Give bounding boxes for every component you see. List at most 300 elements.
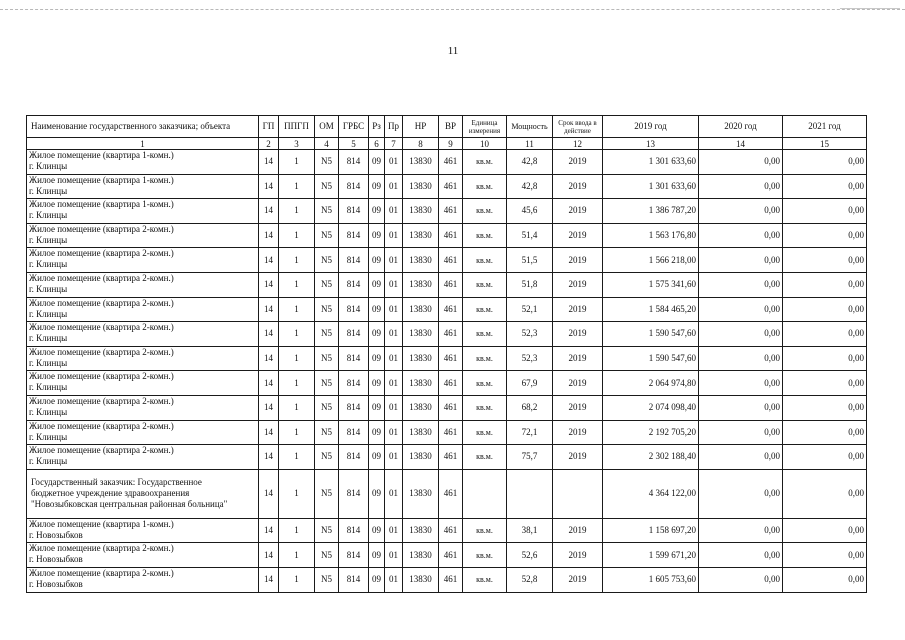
grbs-cell: 814 [339, 469, 369, 518]
pr-cell: 01 [385, 223, 403, 248]
table-row [27, 248, 867, 273]
table-row [27, 272, 867, 297]
y2020-cell: 0,00 [699, 420, 783, 445]
vr-cell: 461 [439, 322, 463, 347]
gp-cell: 14 [259, 223, 279, 248]
y2020-cell: 0,00 [699, 518, 783, 543]
table-row [27, 371, 867, 396]
nr-cell: 13830 [403, 371, 439, 396]
table-row [27, 543, 867, 568]
nr-cell: 13830 [403, 322, 439, 347]
table-body [27, 150, 867, 593]
nr-cell: 13830 [403, 395, 439, 420]
unit-cell: кв.м. [463, 395, 507, 420]
object-name-line: г. Клинцы [29, 210, 68, 221]
y2019-cell: 1 301 633,60 [603, 174, 699, 199]
y2021-cell: 0,00 [783, 420, 867, 445]
nr-cell: 13830 [403, 518, 439, 543]
y2019-cell: 1 584 465,20 [603, 297, 699, 322]
term-cell: 2019 [553, 420, 603, 445]
object-name-cell [27, 445, 259, 470]
grbs-cell: 814 [339, 567, 369, 592]
table-row [27, 322, 867, 347]
header-power: Мощность [507, 116, 553, 138]
ppgp-cell: 1 [279, 322, 315, 347]
unit-cell: кв.м. [463, 567, 507, 592]
om-cell: N5 [315, 469, 339, 518]
rz-cell: 09 [369, 395, 385, 420]
y2019-cell: 2 064 974,80 [603, 371, 699, 396]
y2021-cell: 0,00 [783, 395, 867, 420]
gp-cell: 14 [259, 445, 279, 470]
y2021-cell: 0,00 [783, 223, 867, 248]
customer-group-row [27, 469, 867, 518]
term-cell: 2019 [553, 346, 603, 371]
vr-cell: 461 [439, 518, 463, 543]
y2021-cell: 0,00 [783, 543, 867, 568]
grbs-cell: 814 [339, 248, 369, 273]
y2020-cell: 0,00 [699, 469, 783, 518]
object-name-line: г. Клинцы [29, 259, 68, 270]
object-name-line: г. Клинцы [29, 333, 68, 344]
header-om: ОМ [315, 116, 339, 138]
term-cell: 2019 [553, 272, 603, 297]
om-cell: N5 [315, 371, 339, 396]
grbs-cell: 814 [339, 150, 369, 175]
rz-cell: 09 [369, 199, 385, 224]
object-name-cell [27, 371, 259, 396]
y2019-cell: 1 301 633,60 [603, 150, 699, 175]
om-cell: N5 [315, 395, 339, 420]
unit-cell: кв.м. [463, 322, 507, 347]
power-cell: 52,1 [507, 297, 553, 322]
ppgp-cell: 1 [279, 543, 315, 568]
vr-cell: 461 [439, 248, 463, 273]
header-object-name: Наименование государственного заказчика; объекта [27, 116, 259, 138]
object-name-line: г. Клинцы [29, 382, 68, 393]
y2020-cell: 0,00 [699, 395, 783, 420]
object-name-line: Жилое помещение (квартира 1-комн.) [29, 518, 174, 529]
y2020-cell: 0,00 [699, 248, 783, 273]
grbs-cell: 814 [339, 223, 369, 248]
object-name-cell [27, 297, 259, 322]
rz-cell: 09 [369, 248, 385, 273]
term-cell [553, 469, 603, 518]
term-cell: 2019 [553, 199, 603, 224]
pr-cell: 01 [385, 174, 403, 199]
term-cell: 2019 [553, 297, 603, 322]
table-row [27, 297, 867, 322]
header-pr: Пр [385, 116, 403, 138]
object-name-line: Жилое помещение (квартира 1-комн.) [29, 174, 174, 185]
gp-cell: 14 [259, 248, 279, 273]
y2021-cell: 0,00 [783, 322, 867, 347]
vr-cell: 461 [439, 174, 463, 199]
rz-cell: 09 [369, 518, 385, 543]
column-number: 4 [315, 138, 339, 150]
object-name-cell [27, 420, 259, 445]
y2021-cell: 0,00 [783, 199, 867, 224]
y2021-cell: 0,00 [783, 248, 867, 273]
unit-cell: кв.м. [463, 174, 507, 199]
nr-cell: 13830 [403, 174, 439, 199]
y2021-cell: 0,00 [783, 272, 867, 297]
om-cell: N5 [315, 346, 339, 371]
term-cell: 2019 [553, 567, 603, 592]
nr-cell: 13830 [403, 272, 439, 297]
y2020-cell: 0,00 [699, 445, 783, 470]
grbs-cell: 814 [339, 420, 369, 445]
header-ppgp: ППГП [279, 116, 315, 138]
ppgp-cell: 1 [279, 445, 315, 470]
gp-cell: 14 [259, 469, 279, 518]
vr-cell: 461 [439, 297, 463, 322]
term-cell: 2019 [553, 371, 603, 396]
ppgp-cell: 1 [279, 420, 315, 445]
om-cell: N5 [315, 297, 339, 322]
nr-cell: 13830 [403, 297, 439, 322]
object-name-cell [27, 322, 259, 347]
column-number: 2 [259, 138, 279, 150]
table-row [27, 445, 867, 470]
object-name-line: Жилое помещение (квартира 2-комн.) [29, 272, 174, 283]
scan-artifact-mark [840, 8, 900, 9]
ppgp-cell: 1 [279, 346, 315, 371]
y2020-cell: 0,00 [699, 272, 783, 297]
gp-cell: 14 [259, 346, 279, 371]
power-cell: 75,7 [507, 445, 553, 470]
column-number: 15 [783, 138, 867, 150]
header-grbs: ГРБС [339, 116, 369, 138]
rz-cell: 09 [369, 223, 385, 248]
unit-cell: кв.м. [463, 199, 507, 224]
y2020-cell: 0,00 [699, 346, 783, 371]
y2020-cell: 0,00 [699, 150, 783, 175]
gp-cell: 14 [259, 174, 279, 199]
power-cell: 52,3 [507, 322, 553, 347]
y2019-cell: 1 605 753,60 [603, 567, 699, 592]
object-name-cell [27, 174, 259, 199]
column-number: 8 [403, 138, 439, 150]
power-cell: 52,6 [507, 543, 553, 568]
pr-cell: 01 [385, 199, 403, 224]
gp-cell: 14 [259, 199, 279, 224]
object-name-line: г. Новозыбков [29, 554, 83, 565]
gp-cell: 14 [259, 272, 279, 297]
header-unit: Единица измерения [463, 116, 507, 138]
header-vr: ВР [439, 116, 463, 138]
grbs-cell: 814 [339, 174, 369, 199]
y2020-cell: 0,00 [699, 322, 783, 347]
column-number: 6 [369, 138, 385, 150]
y2021-cell: 0,00 [783, 346, 867, 371]
y2019-cell: 1 590 547,60 [603, 322, 699, 347]
object-name-line: г. Клинцы [29, 357, 68, 368]
rz-cell: 09 [369, 297, 385, 322]
header-2021: 2021 год [783, 116, 867, 138]
vr-cell: 461 [439, 199, 463, 224]
y2020-cell: 0,00 [699, 174, 783, 199]
vr-cell: 461 [439, 420, 463, 445]
y2020-cell: 0,00 [699, 567, 783, 592]
vr-cell: 461 [439, 371, 463, 396]
unit-cell: кв.м. [463, 518, 507, 543]
object-name-line: Жилое помещение (квартира 2-комн.) [29, 297, 174, 308]
y2019-cell: 1 386 787,20 [603, 199, 699, 224]
grbs-cell: 814 [339, 346, 369, 371]
y2021-cell: 0,00 [783, 371, 867, 396]
term-cell: 2019 [553, 322, 603, 347]
ppgp-cell: 1 [279, 395, 315, 420]
grbs-cell: 814 [339, 322, 369, 347]
object-name-cell [27, 567, 259, 592]
vr-cell: 461 [439, 395, 463, 420]
om-cell: N5 [315, 543, 339, 568]
y2020-cell: 0,00 [699, 223, 783, 248]
column-number: 13 [603, 138, 699, 150]
ppgp-cell: 1 [279, 567, 315, 592]
vr-cell: 461 [439, 567, 463, 592]
table-row [27, 174, 867, 199]
vr-cell: 461 [439, 223, 463, 248]
vr-cell: 461 [439, 346, 463, 371]
gp-cell: 14 [259, 395, 279, 420]
term-cell: 2019 [553, 150, 603, 175]
ppgp-cell: 1 [279, 518, 315, 543]
header-2019: 2019 год [603, 116, 699, 138]
pr-cell: 01 [385, 322, 403, 347]
header-rz: Рз [369, 116, 385, 138]
object-name-cell [27, 346, 259, 371]
ppgp-cell: 1 [279, 248, 315, 273]
power-cell [507, 469, 553, 518]
unit-cell: кв.м. [463, 248, 507, 273]
power-cell: 42,8 [507, 174, 553, 199]
column-number: 7 [385, 138, 403, 150]
gp-cell: 14 [259, 371, 279, 396]
pr-cell: 01 [385, 346, 403, 371]
header-gp: ГП [259, 116, 279, 138]
table-row [27, 223, 867, 248]
gp-cell: 14 [259, 567, 279, 592]
power-cell: 51,5 [507, 248, 553, 273]
nr-cell: 13830 [403, 199, 439, 224]
nr-cell: 13830 [403, 150, 439, 175]
gp-cell: 14 [259, 420, 279, 445]
grbs-cell: 814 [339, 199, 369, 224]
ppgp-cell: 1 [279, 150, 315, 175]
header-2020: 2020 год [699, 116, 783, 138]
pr-cell: 01 [385, 272, 403, 297]
column-number: 12 [553, 138, 603, 150]
y2020-cell: 0,00 [699, 199, 783, 224]
table-row [27, 567, 867, 592]
ppgp-cell: 1 [279, 272, 315, 297]
gp-cell: 14 [259, 150, 279, 175]
om-cell: N5 [315, 223, 339, 248]
object-name-line: "Новозыбковская центральная районная больница" [31, 499, 228, 510]
object-name-line: г. Клинцы [29, 234, 68, 245]
power-cell: 51,8 [507, 272, 553, 297]
grbs-cell: 814 [339, 518, 369, 543]
ppgp-cell: 1 [279, 199, 315, 224]
ppgp-cell: 1 [279, 371, 315, 396]
object-name-cell [27, 543, 259, 568]
y2021-cell: 0,00 [783, 469, 867, 518]
object-name-line: Государственный заказчик: Государственное [31, 477, 202, 488]
y2019-cell: 1 590 547,60 [603, 346, 699, 371]
rz-cell: 09 [369, 272, 385, 297]
object-name-line: г. Клинцы [29, 308, 68, 319]
object-name-line: г. Клинцы [29, 283, 68, 294]
power-cell: 52,3 [507, 346, 553, 371]
y2019-cell: 1 575 341,60 [603, 272, 699, 297]
vr-cell: 461 [439, 150, 463, 175]
rz-cell: 09 [369, 567, 385, 592]
pr-cell: 01 [385, 150, 403, 175]
y2021-cell: 0,00 [783, 297, 867, 322]
pr-cell: 01 [385, 543, 403, 568]
rz-cell: 09 [369, 174, 385, 199]
term-cell: 2019 [553, 174, 603, 199]
unit-cell: кв.м. [463, 297, 507, 322]
y2021-cell: 0,00 [783, 150, 867, 175]
rz-cell: 09 [369, 469, 385, 518]
object-name-cell [27, 469, 259, 518]
om-cell: N5 [315, 272, 339, 297]
nr-cell: 13830 [403, 445, 439, 470]
power-cell: 51,4 [507, 223, 553, 248]
om-cell: N5 [315, 248, 339, 273]
nr-cell: 13830 [403, 248, 439, 273]
grbs-cell: 814 [339, 272, 369, 297]
object-name-line: Жилое помещение (квартира 1-комн.) [29, 199, 174, 210]
rz-cell: 09 [369, 346, 385, 371]
gp-cell: 14 [259, 518, 279, 543]
object-name-line: г. Клинцы [29, 456, 68, 467]
unit-cell: кв.м. [463, 445, 507, 470]
object-name-line: Жилое помещение (квартира 2-комн.) [29, 420, 174, 431]
y2021-cell: 0,00 [783, 567, 867, 592]
om-cell: N5 [315, 445, 339, 470]
vr-cell: 461 [439, 272, 463, 297]
om-cell: N5 [315, 420, 339, 445]
object-name-cell [27, 199, 259, 224]
nr-cell: 13830 [403, 543, 439, 568]
om-cell: N5 [315, 199, 339, 224]
ppgp-cell: 1 [279, 297, 315, 322]
grbs-cell: 814 [339, 543, 369, 568]
object-name-cell [27, 395, 259, 420]
column-number-row [27, 138, 867, 150]
object-name-line: Жилое помещение (квартира 2-комн.) [29, 248, 174, 259]
object-name-line: Жилое помещение (квартира 2-комн.) [29, 567, 174, 578]
power-cell: 45,6 [507, 199, 553, 224]
vr-cell: 461 [439, 445, 463, 470]
om-cell: N5 [315, 150, 339, 175]
object-name-line: Жилое помещение (квартира 2-комн.) [29, 223, 174, 234]
rz-cell: 09 [369, 150, 385, 175]
y2021-cell: 0,00 [783, 174, 867, 199]
unit-cell: кв.м. [463, 150, 507, 175]
nr-cell: 13830 [403, 567, 439, 592]
object-name-line: Жилое помещение (квартира 2-комн.) [29, 445, 174, 456]
unit-cell: кв.м. [463, 272, 507, 297]
ppgp-cell: 1 [279, 223, 315, 248]
object-name-line: Жилое помещение (квартира 2-комн.) [29, 346, 174, 357]
pr-cell: 01 [385, 469, 403, 518]
nr-cell: 13830 [403, 469, 439, 518]
unit-cell: кв.м. [463, 543, 507, 568]
table-row [27, 199, 867, 224]
budget-table [26, 115, 867, 593]
column-number: 5 [339, 138, 369, 150]
object-name-cell [27, 223, 259, 248]
object-name-line: бюджетное учреждение здравоохранения [31, 488, 190, 499]
column-number: 10 [463, 138, 507, 150]
unit-cell: кв.м. [463, 371, 507, 396]
nr-cell: 13830 [403, 346, 439, 371]
rz-cell: 09 [369, 322, 385, 347]
object-name-line: г. Клинцы [29, 185, 68, 196]
column-number: 1 [27, 138, 259, 150]
term-cell: 2019 [553, 223, 603, 248]
table-row [27, 150, 867, 175]
table-row [27, 395, 867, 420]
unit-cell: кв.м. [463, 223, 507, 248]
gp-cell: 14 [259, 543, 279, 568]
header-nr: НР [403, 116, 439, 138]
y2019-cell: 2 302 188,40 [603, 445, 699, 470]
power-cell: 72,1 [507, 420, 553, 445]
power-cell: 67,9 [507, 371, 553, 396]
pr-cell: 01 [385, 395, 403, 420]
table-row [27, 518, 867, 543]
object-name-cell [27, 248, 259, 273]
column-number: 9 [439, 138, 463, 150]
unit-cell: кв.м. [463, 346, 507, 371]
ppgp-cell: 1 [279, 174, 315, 199]
grbs-cell: 814 [339, 297, 369, 322]
object-name-line: Жилое помещение (квартира 2-комн.) [29, 371, 174, 382]
object-name-line: г. Клинцы [29, 406, 68, 417]
page-number: 11 [447, 45, 459, 57]
y2019-cell: 1 566 218,00 [603, 248, 699, 273]
pr-cell: 01 [385, 445, 403, 470]
table-row [27, 346, 867, 371]
rz-cell: 09 [369, 543, 385, 568]
object-name-cell [27, 518, 259, 543]
y2019-cell: 2 074 098,40 [603, 395, 699, 420]
rz-cell: 09 [369, 371, 385, 396]
header-term: Срок ввода в действие [553, 116, 603, 138]
grbs-cell: 814 [339, 395, 369, 420]
table-row [27, 420, 867, 445]
object-name-line: Жилое помещение (квартира 2-комн.) [29, 395, 174, 406]
vr-cell: 461 [439, 543, 463, 568]
unit-cell [463, 469, 507, 518]
column-number: 14 [699, 138, 783, 150]
om-cell: N5 [315, 322, 339, 347]
y2021-cell: 0,00 [783, 445, 867, 470]
y2019-cell: 1 563 176,80 [603, 223, 699, 248]
pr-cell: 01 [385, 248, 403, 273]
vr-cell: 461 [439, 469, 463, 518]
object-name-cell [27, 150, 259, 175]
term-cell: 2019 [553, 445, 603, 470]
term-cell: 2019 [553, 248, 603, 273]
nr-cell: 13830 [403, 223, 439, 248]
